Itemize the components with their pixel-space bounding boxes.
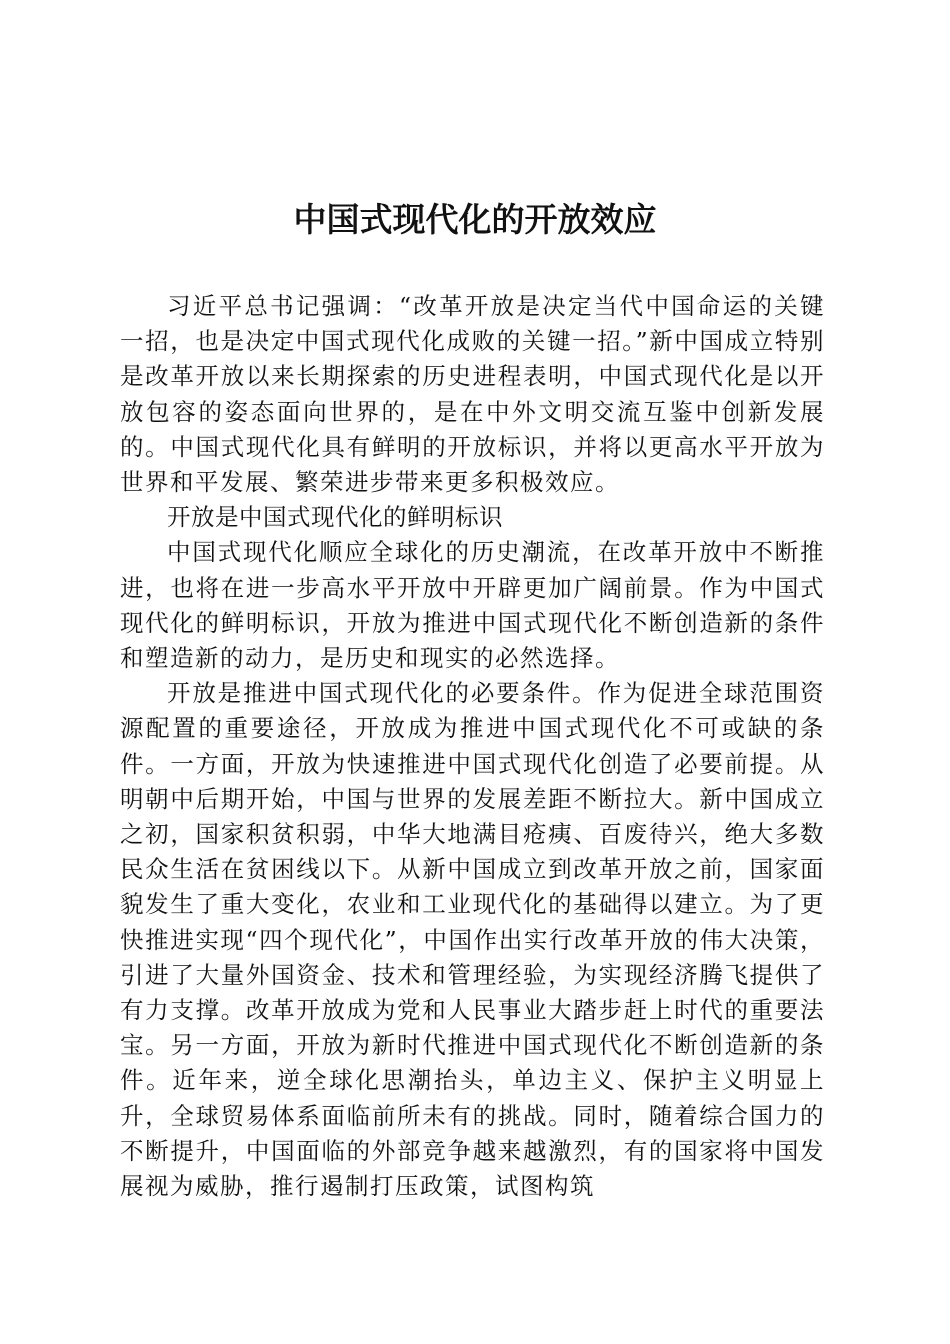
section-paragraph: 开放是推进中国式现代化的必要条件。作为促进全球范围资源配置的重要途径，开放成为推进中国式现代化不可或缺的条件。一方面，开放为快速推进中国式现代化创造了必要前提。从明朝中后期开始，中国与世界的发展差距不断拉大。新中国成立之初，国家积贫积弱，中华大地满目疮痍、百废待兴，绝大多数民众生活在贫困线以下。从新中国成立到改革开放之前，国家面貌发生了重大变化，农业和工业现代化的基础得以建立。为了更快推进实现“四个现代化”，中国作出实行改革开放的伟大决策，引进了大量外国资金、技术和管理经验，为实现经济腾飞提供了有力支撑。改革开放成为党和人民事业大踏步赶上时代的重要法宝。另一方面，开放为新时代推进中国式现代化不断创造新的条件。近年来，逆全球化思潮抬头，单边主义、保护主义明显上升，全球贸易体系面临前所未有的挑战。同时，随着综合国力的不断提升，中国面临的外部竞争越来越激烈，有的国家将中国发展视为威胁，推行遏制打压政策，试图构筑: [120, 679, 825, 1201]
section-paragraph: 中国式现代化顺应全球化的历史潮流，在改革开放中不断推进，也将在进一步高水平开放中开辟更加广阔前景。作为中国式现代化的鲜明标识，开放为推进中国式现代化不断创造新的条件和塑造新的动力，是历史和现实的必然选择。: [120, 538, 825, 673]
section-heading: 开放是中国式现代化的鲜明标识: [167, 503, 503, 532]
intro-paragraph: 习近平总书记强调：“改革开放是决定当代中国命运的关键一招，也是决定中国式现代化成败的关键一招。”新中国成立特别是改革开放以来长期探索的历史进程表明，中国式现代化是以开放包容的姿态面向世界的，是在中外文明交流互鉴中创新发展的。中国式现代化具有鲜明的开放标识，并将以更高水平开放为世界和平发展、繁荣进步带来更多积极效应。: [120, 292, 825, 497]
document-title: 中国式现代化的开放效应: [293, 200, 657, 239]
document-body: [120, 289, 825, 1204]
